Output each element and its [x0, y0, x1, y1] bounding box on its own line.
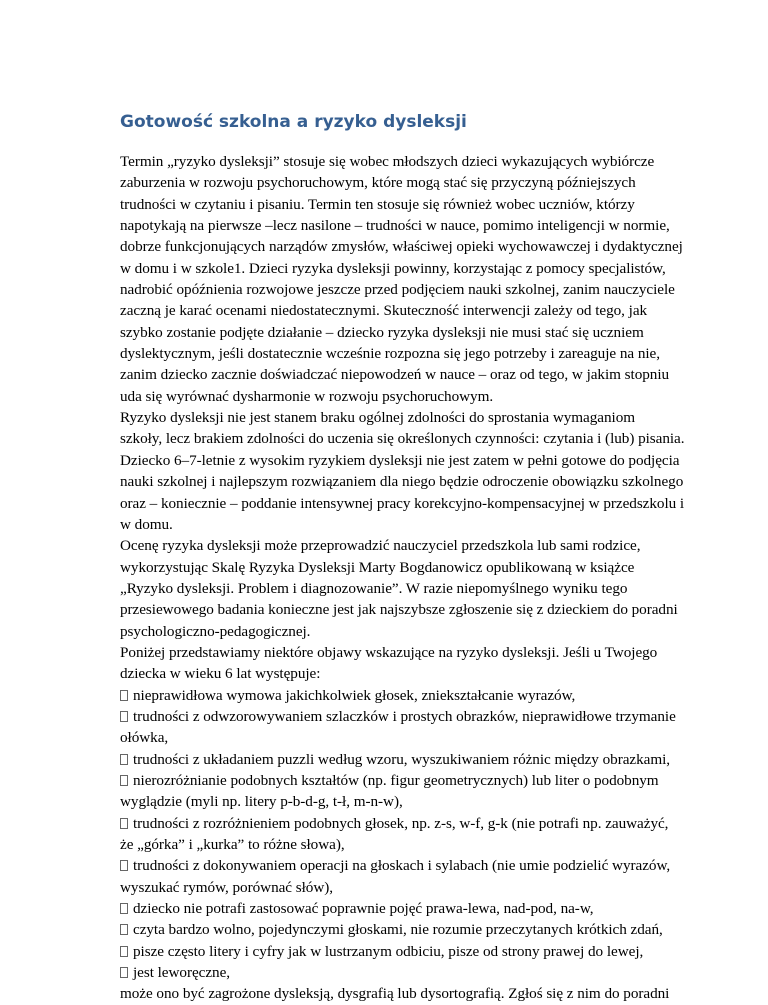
line-text: Ryzyko dysleksji nie jest stanem braku ogólnej zdolności do sprostania wymaganiom: [120, 409, 636, 427]
line-text: Poniżej przedstawiamy niektóre objawy wskazujące na ryzyko dysleksji. Jeśli u Twojego: [120, 643, 658, 661]
line-text: nauki szkolnej i najlepszym rozwiązaniem dla niego będzie odroczenie obowiązku szkolnego: [120, 473, 684, 491]
line-text: jest leworęczne,: [133, 964, 231, 982]
list-item-line: [120, 962, 680, 983]
line-text: trudności w czytaniu i pisaniu. Termin ten stosuje się również wobec uczniów, którzy: [120, 195, 635, 213]
list-item-line: [120, 941, 680, 962]
paragraph-line: [120, 621, 680, 642]
line-text: pisze często litery i cyfry jak w lustrzanym odbiciu, pisze od strony prawej do lewej,: [133, 942, 644, 960]
paragraph-line: [120, 300, 680, 321]
paragraph-line: [120, 151, 680, 172]
paragraph-line: [120, 834, 680, 855]
list-item-line: [120, 855, 680, 876]
line-text: dziecko nie potrafi zastosować poprawnie pojęć prawa-lewa, nad-pod, na-w,: [133, 900, 594, 918]
paragraph-line: [120, 172, 680, 193]
paragraph-line: [120, 194, 680, 215]
line-text: Termin „ryzyko dysleksji” stosuje się wobec młodszych dzieci wykazujących wybiórcze: [120, 153, 655, 170]
line-text: zaburzenia w rozwoju psychoruchowym, które mogą stać się przyczyną późniejszych: [120, 174, 636, 192]
list-item-line: [120, 749, 680, 770]
missing-glyph-bullet-icon: [120, 818, 128, 829]
line-text: psychologiczno-pedagogicznej.: [120, 622, 311, 640]
line-text: czyta bardzo wolno, pojedynczymi głoskami, nie rozumie przeczytanych krótkich zdań,: [133, 921, 663, 939]
paragraph-line: [120, 514, 680, 535]
paragraph-line: [120, 578, 680, 599]
line-text: że „górka” i „kurka” to różne słowa),: [120, 836, 345, 853]
paragraph-line: [120, 493, 685, 514]
line-text: może ono być zagrożone dysleksją, dysgrafią lub dysortografią. Zgłoś się z nim do poradni: [120, 985, 670, 1003]
line-text: przesiewowego badania konieczne jest jak najszybsze zgłoszenie się z dzieckiem do poradni: [120, 601, 678, 619]
paragraph-line: [120, 599, 680, 620]
paragraph-line: [120, 877, 680, 898]
paragraph-line: [120, 236, 683, 257]
paragraph-line: [120, 535, 680, 556]
missing-glyph-bullet-icon: [120, 775, 128, 786]
line-text: nierozróżnianie podobnych kształtów (np. figur geometrycznych) lub liter o podobnym: [133, 771, 659, 789]
missing-glyph-bullet-icon: [120, 860, 128, 871]
list-item-line: [120, 898, 680, 919]
line-text: zaczną je karać ocenami niedostatecznymi. Skuteczność interwencji zależy od tego, jak: [120, 302, 648, 320]
line-text: nieprawidłowa wymowa jakichkolwiek głosek, zniekształcanie wyrazów,: [133, 686, 576, 704]
line-text: szybko zostanie podjęte działanie – dziecko ryzyka dysleksji nie musi stać się uczniem: [120, 323, 644, 341]
line-text: dziecka w wieku 6 lat występuje:: [120, 665, 321, 683]
missing-glyph-bullet-icon: [120, 754, 128, 765]
paragraph-line: [120, 407, 680, 428]
line-text: trudności z dokonywaniem operacji na głoskach i sylabach (nie umie podzielić wyrazów,: [133, 857, 671, 875]
line-text: trudności z odwzorowywaniem szlaczków i prostych obrazków, nieprawidłowe trzymanie: [133, 707, 676, 725]
line-text: wykorzystując Skalę Ryzyka Dysleksji Marty Bogdanowicz opublikowaną w książce: [120, 558, 635, 576]
line-text: szkoły, lecz brakiem zdolności do uczenia się określonych czynności: czytania i (lub) pisania.: [120, 430, 685, 448]
paragraph-line: [120, 386, 680, 407]
paragraph-line: [120, 663, 680, 684]
line-text: trudności z układaniem puzzli według wzoru, wyszukiwaniem różnic między obrazkami,: [133, 750, 670, 768]
missing-glyph-bullet-icon: [120, 711, 128, 722]
paragraph-line: [120, 557, 680, 578]
line-text: Dziecko 6–7-letnie z wysokim ryzykiem dysleksji nie jest zatem w pełni gotowe do podjęcia: [120, 451, 680, 469]
paragraph-line: [120, 450, 680, 471]
document-body: [120, 151, 685, 1005]
line-text: w domu i w szkole1. Dzieci ryzyka dysleksji powinny, korzystając z pomocy specjalistów,: [120, 259, 666, 277]
list-item-line: [120, 685, 680, 706]
line-text: w domu.: [120, 515, 173, 533]
paragraph-line: [120, 215, 680, 236]
list-item-line: [120, 706, 680, 727]
paragraph-line: [120, 791, 680, 812]
list-item-line: [120, 770, 680, 791]
line-text: nadrobić opóźnienia rozwojowe jeszcze przed podjęciem nauki szkolnej, zanim nauczyciele: [120, 281, 675, 299]
line-text: „Ryzyko dysleksji. Problem i diagnozowanie”. W razie niepomyślnego wyniku tego: [120, 579, 628, 597]
paragraph-line: [120, 983, 680, 1004]
paragraph-line: [120, 258, 680, 279]
list-item-line: [120, 813, 680, 834]
paragraph-line: [120, 642, 680, 663]
paragraph-line: [120, 428, 685, 449]
paragraph-line: [120, 727, 680, 748]
missing-glyph-bullet-icon: [120, 924, 128, 935]
missing-glyph-bullet-icon: [120, 903, 128, 914]
missing-glyph-bullet-icon: [120, 967, 128, 978]
line-text: trudności z rozróżnieniem podobnych głosek, np. z-s, w-f, g-k (nie potrafi np. zauważyć,: [133, 814, 669, 832]
missing-glyph-bullet-icon: [120, 690, 128, 701]
line-text: Ocenę ryzyka dysleksji może przeprowadzić nauczyciel przedszkola lub sami rodzice,: [120, 537, 641, 555]
document-title: Gotowość szkolna a ryzyko dysleksji: [120, 112, 467, 132]
paragraph-line: [120, 279, 680, 300]
line-text: ołówka,: [120, 729, 169, 747]
line-text: zanim dziecko zacznie doświadczać niepowodzeń w nauce – oraz od tego, w jakim stopniu: [120, 366, 670, 384]
line-text: wyszukać rymów, porównać słów),: [120, 878, 333, 896]
line-text: napotykają na pierwsze –lecz nasilone – trudności w nauce, pomimo inteligencji w normie,: [120, 217, 670, 235]
line-text: oraz – koniecznie – poddanie intensywnej pracy korekcyjno-kompensacyjnej w przedszkolu i: [120, 494, 685, 512]
missing-glyph-bullet-icon: [120, 946, 128, 957]
line-text: dobrze funkcjonujących narządów zmysłów, właściwej opieki wychowawczej i dydaktycznej: [120, 238, 683, 256]
paragraph-line: [120, 471, 684, 492]
paragraph-line: [120, 322, 680, 343]
paragraph-line: [120, 343, 680, 364]
line-text: dyslektycznym, jeśli dostatecznie wcześnie rozpozna się jego potrzeby i zareaguje na nie,: [120, 345, 660, 363]
paragraph-line: [120, 364, 680, 385]
line-text: uda się wyrównać dysharmonie w rozwoju psychoruchowym.: [120, 387, 494, 405]
list-item-line: [120, 919, 680, 940]
line-text: wyglądzie (myli np. litery p-b-d-g, t-ł, m-n-w),: [120, 793, 403, 811]
